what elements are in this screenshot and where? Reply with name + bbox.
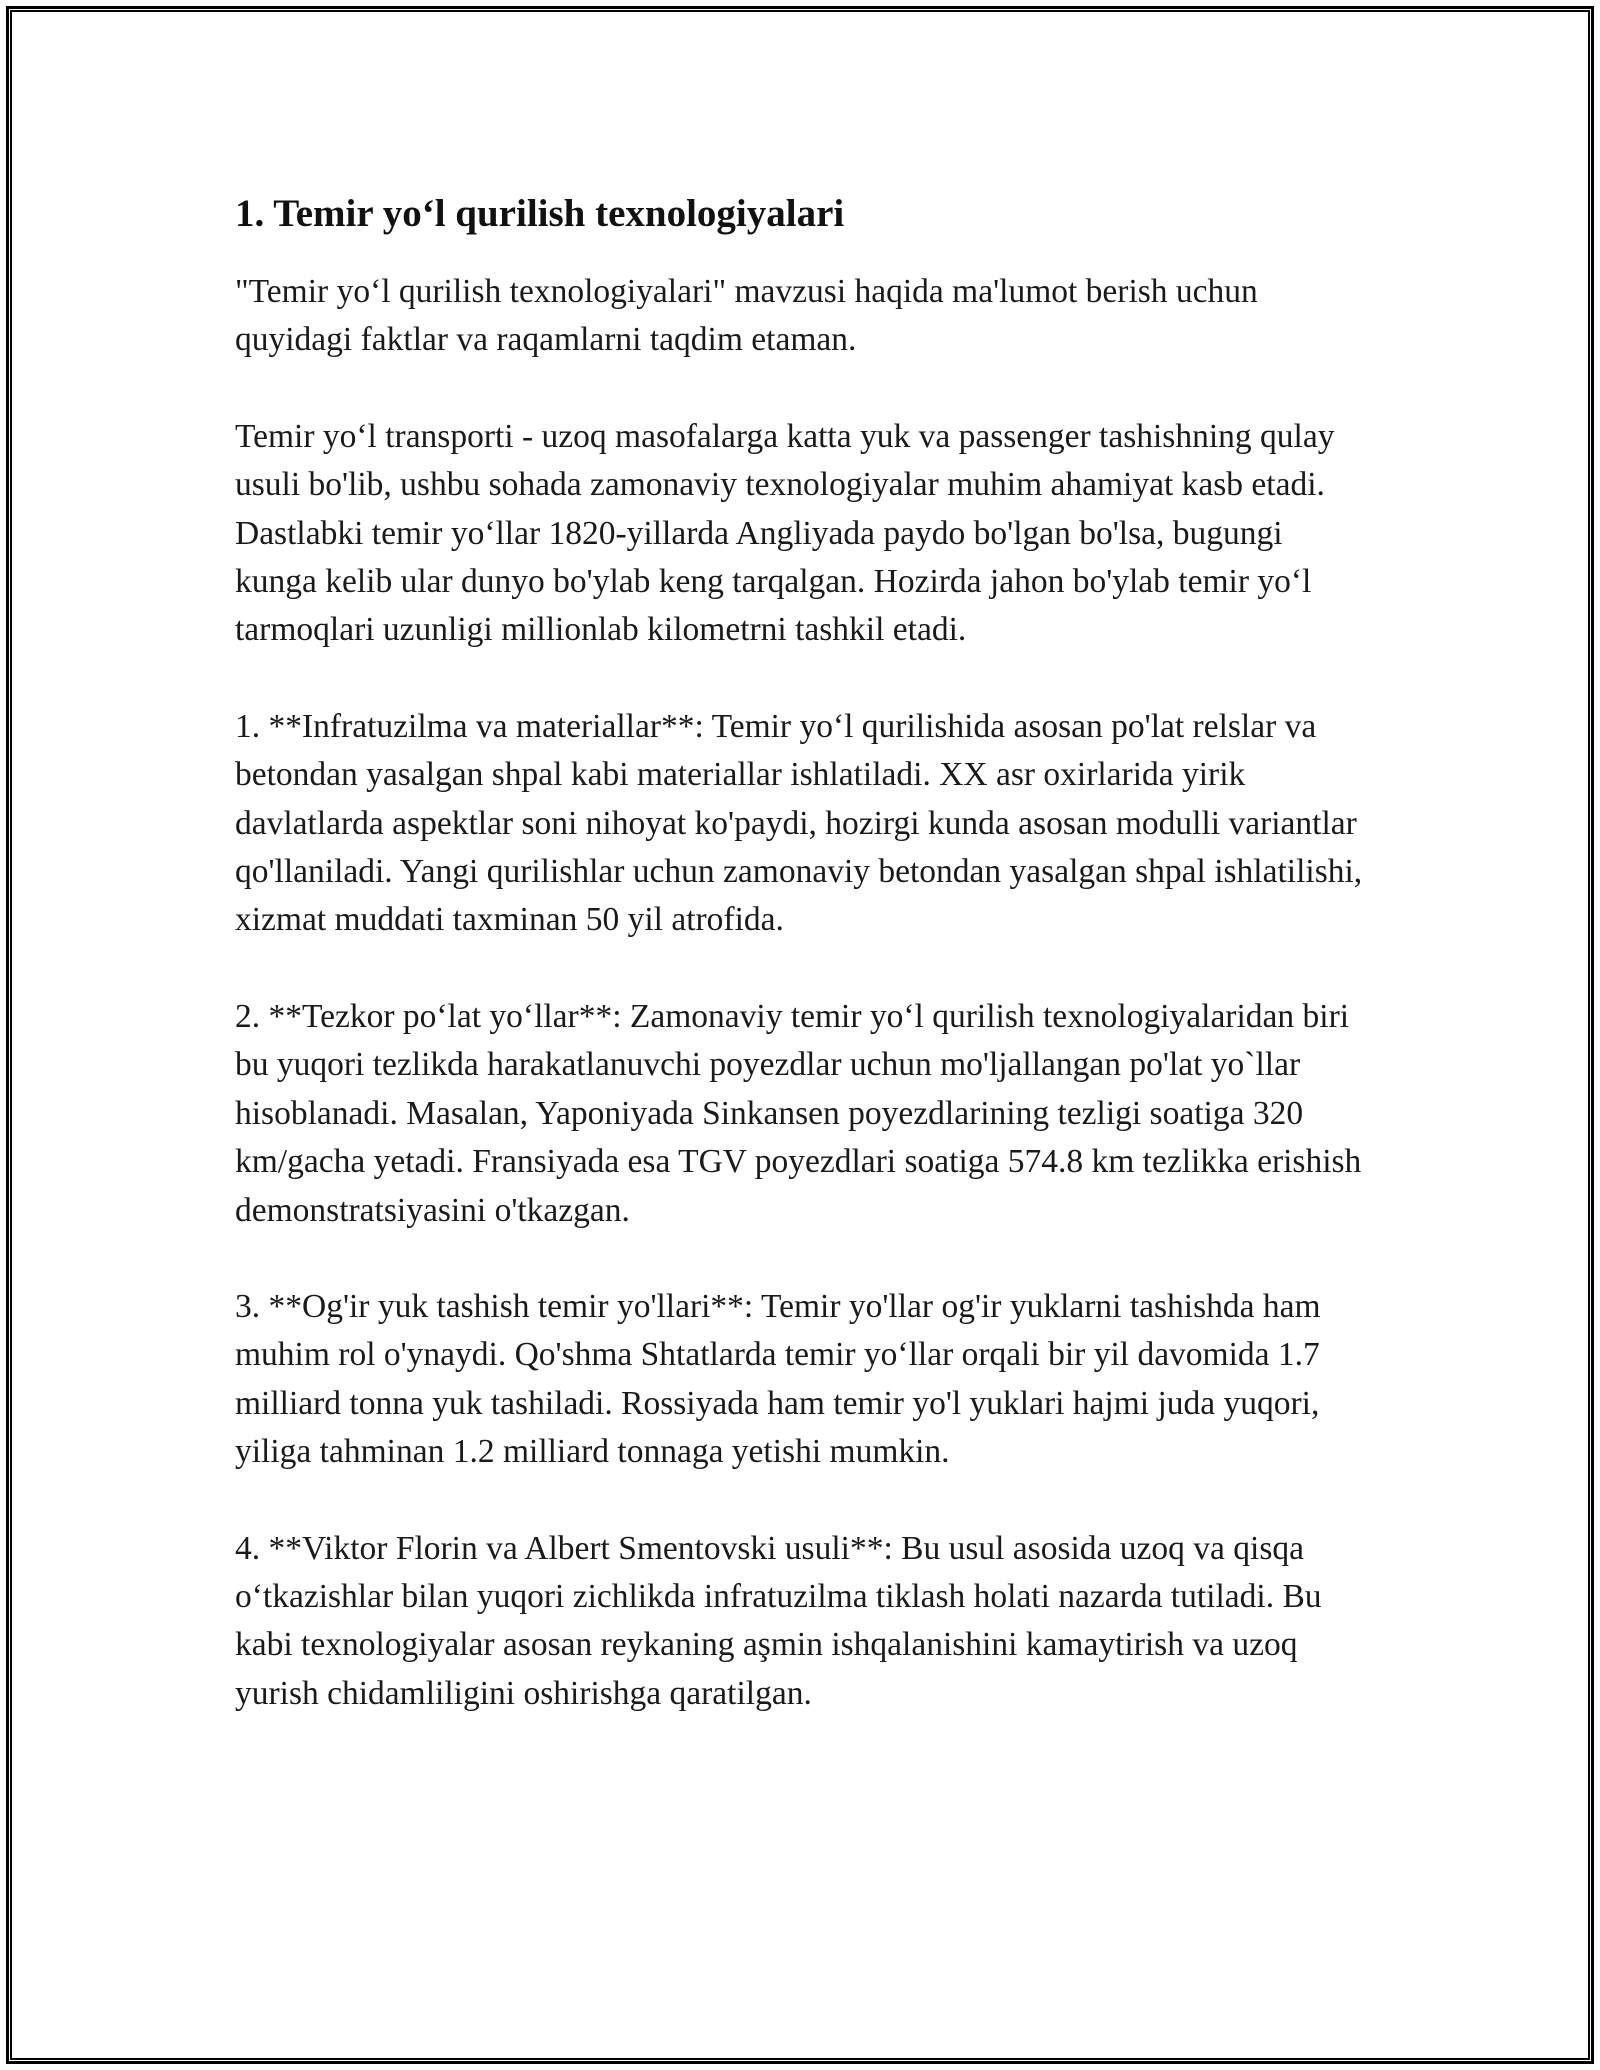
intro-paragraph: "Temir yo‘l qurilish texnologiyalari" mavzusi haqida ma'lumot berish uchun quyidagi faktlar va raqamlarni taqdim etaman. bbox=[235, 273, 1258, 359]
document-body bbox=[235, 188, 1370, 1766]
document-title: 1. Temir yo‘l qurilish texnologiyalari bbox=[235, 192, 845, 235]
point-4-paragraph: 4. **Viktor Florin va Albert Smentovski usuli**: Bu usul asosida uzoq va qisqa o‘tkazishlar bilan yuqori zichlikda infratuzilma tiklash holati nazarda tutiladi. Bu kabi texnologiyalar asosan reykaning aşmin ishqalanishini kamaytirish va uzoq yurish chidamliligini oshirishga qaratilgan. bbox=[235, 1529, 1322, 1712]
point-2-paragraph: 2. **Tezkor po‘lat yo‘llar**: Zamonaviy temir yo‘l qurilish texnologiyalaridan biri bu yuqori tezlikda harakatlanuvchi poyezdlar uchun mo'ljallangan po'lat yo`llar hisoblanadi. Masalan, Yaponiyada Sinkansen poyezdlarining tezligi soatiga 320 km/gacha yetadi. Fransiyada esa TGV poyezdlari soatiga 574.8 km tezlikka erishish demonstratsiyasini o'tkazgan. bbox=[235, 997, 1362, 1229]
point-1-paragraph: 1. **Infratuzilma va materiallar**: Temir yo‘l qurilishida asosan po'lat relslar va betondan yasalgan shpal kabi materiallar ishlatiladi. XX asr oxirlarida yirik davlatlarda aspektlar soni nihoyat ko'paydi, hozirgi kunda asosan modulli variantlar qo'llaniladi. Yangi qurilishlar uchun zamonaviy betondan yasalgan shpal ishlatilishi, xizmat muddati taxminan 50 yil atrofida. bbox=[235, 707, 1363, 939]
point-3-paragraph: 3. **Og'ir yuk tashish temir yo'llari**: Temir yo'llar og'ir yuklarni tashishda ham muhim rol o'ynaydi. Qo'shma Shtatlarda temir yo‘llar orqali bir yil davomida 1.7 milliard tonna yuk tashiladi. Rossiyada ham temir yo'l yuklari hajmi juda yuqori, yiliga tahminan 1.2 milliard tonnaga yetishi mumkin. bbox=[235, 1287, 1321, 1471]
overview-paragraph: Temir yo‘l transporti - uzoq masofalarga katta yuk va passenger tashishning qulay usuli bo'lib, ushbu sohada zamonaviy texnologiyalar muhim ahamiyat kasb etadi. Dastlabki temir yo‘llar 1820-yillarda Angliyada paydo bo'lgan bo'lsa, bugungi kunga kelib ular dunyo bo'ylab keng tarqalgan. Hozirda jahon bo'ylab temir yo‘l tarmoqlari uzunligi millionlab kilometrni tashkil etadi. bbox=[235, 417, 1335, 649]
